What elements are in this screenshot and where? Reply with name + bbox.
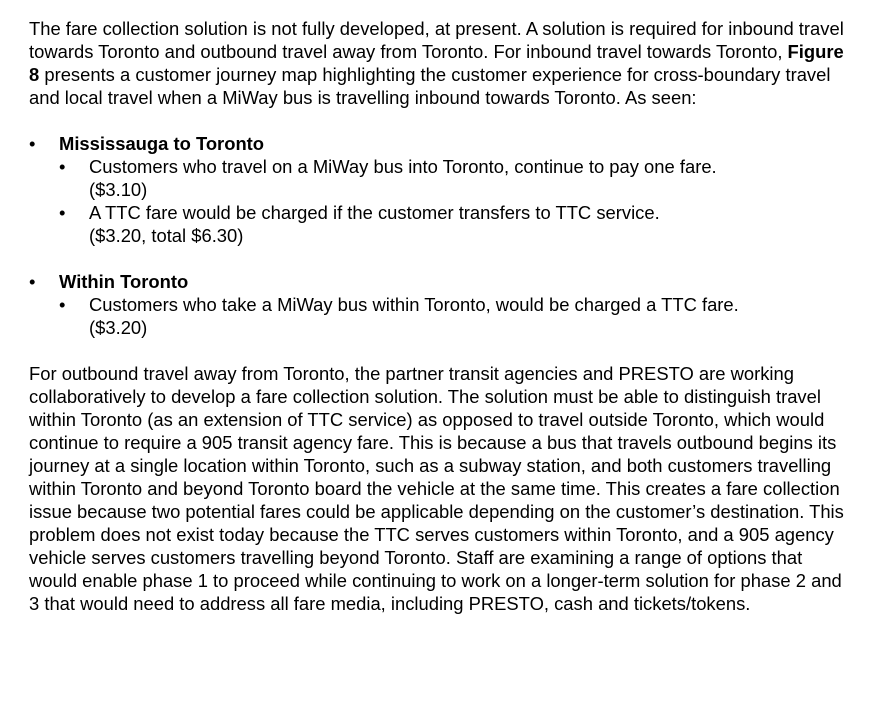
- list-item: [59, 293, 874, 339]
- bullet-icon: •: [59, 202, 66, 223]
- list-item-text: Customers who take a MiWay bus within Toronto, would be charged a TTC fare.: [89, 294, 739, 315]
- bullet-icon: •: [29, 133, 36, 154]
- list-item: [59, 155, 874, 201]
- bullet-icon: •: [29, 271, 36, 292]
- figure-reference: Figure 8: [29, 41, 844, 85]
- fare-bullet-list: [29, 132, 874, 339]
- list-item-fare: ($3.20): [89, 317, 148, 338]
- list-item-text: Customers who travel on a MiWay bus into Toronto, continue to pay one fare.: [89, 156, 717, 177]
- intro-paragraph: [29, 17, 849, 109]
- bullet-icon: •: [59, 294, 66, 315]
- list-item: [59, 201, 874, 247]
- list-item-within-toronto: [29, 270, 874, 339]
- section-heading: Mississauga to Toronto: [59, 133, 265, 154]
- sub-bullet-list: [59, 293, 874, 339]
- intro-text-after: presents a customer journey map highlighting the customer experience for cross-boundary travel and local travel when a MiWay bus is travelling inbound towards Toronto. As seen:: [29, 64, 831, 108]
- outbound-paragraph: For outbound travel away from Toronto, the partner transit agencies and PRESTO are working collaboratively to develop a fare collection solution. The solution must be able to distinguish travel within Toronto (as an extension of TTC service) as opposed to travel outside Toronto, which would continue to require a 905 transit agency fare. This is because a bus that travels outbound begins its journey at a single location within Toronto, such as a subway station, and both customers travelling within Toronto and beyond Toronto board the vehicle at the same time. This creates a fare collection issue because two potential fares could be applicable depending on the customer’s destination. This problem does not exist today because the TTC serves customers within Toronto, and a 905 agency vehicle serves customers travelling beyond Toronto. Staff are examining a range of options that would enable phase 1 to proceed while continuing to work on a longer-term solution for phase 2 and 3 that would need to address all fare media, including PRESTO, cash and tickets/tokens.: [29, 363, 844, 614]
- bullet-icon: •: [59, 156, 66, 177]
- intro-text-before: The fare collection solution is not fully developed, at present. A solution is required for inbound travel towards Toronto and outbound travel away from Toronto. For inbound travel towards Toronto,: [29, 18, 844, 62]
- list-item-mississauga-to-toronto: [29, 132, 874, 247]
- list-item-fare: ($3.20, total $6.30): [89, 225, 244, 246]
- list-item-fare: ($3.10): [89, 179, 148, 200]
- list-item-text: A TTC fare would be charged if the customer transfers to TTC service.: [89, 202, 660, 223]
- sub-bullet-list: [59, 155, 874, 247]
- section-heading: Within Toronto: [59, 271, 189, 292]
